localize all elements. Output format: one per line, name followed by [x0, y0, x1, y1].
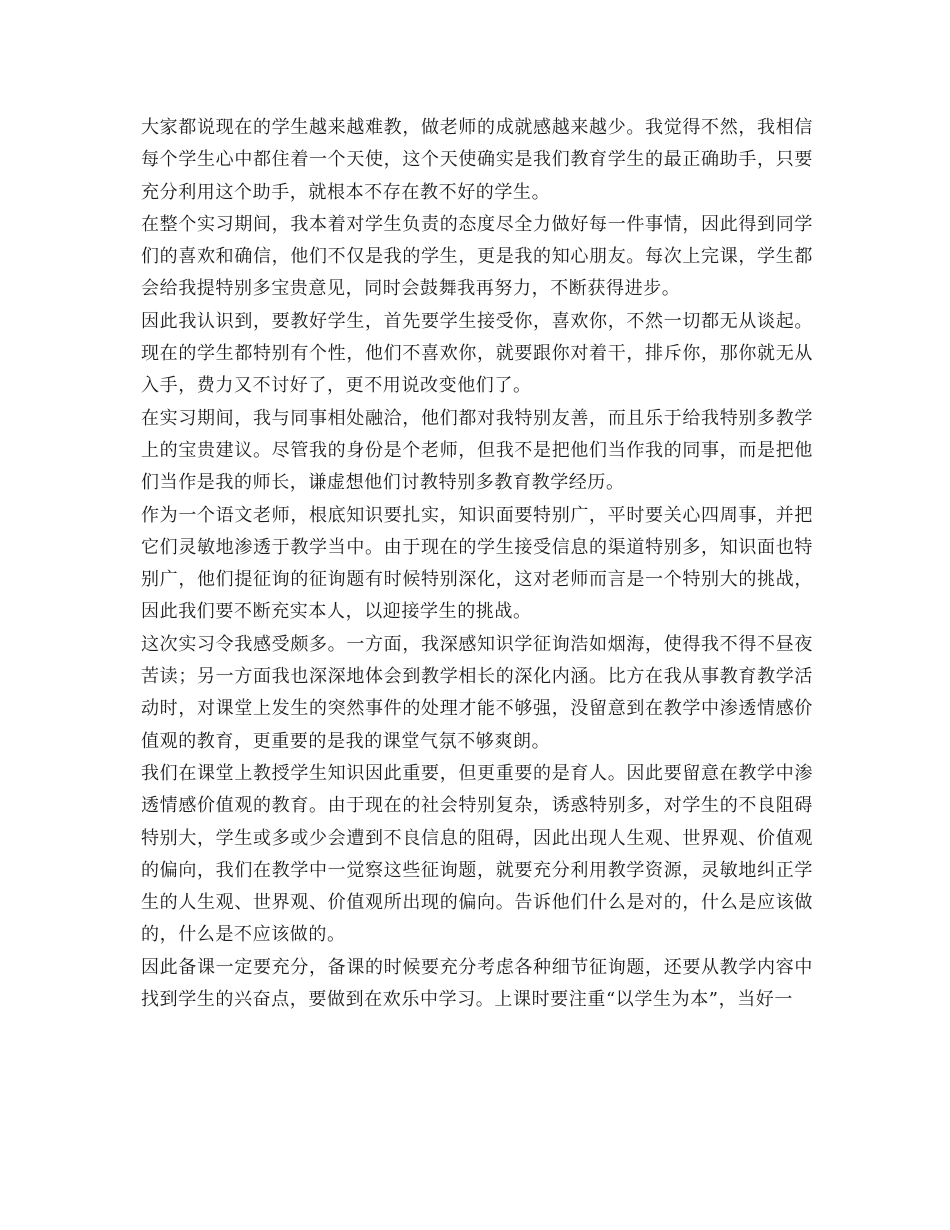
paragraph: 这次实习令我感受颇多。一方面，我深感知识学征询浩如烟海，使得我不得不昼夜苦读；另一方面我也深深地体会到教学相长的深化内涵。比方在我从事教育教学活动时，对课堂上发生的突然事件的处理才能不够强，没留意到在教学中渗透情感价值观的教育，更重要的是我的课堂气氛不够爽朗。 [141, 633, 813, 752]
paragraph: 作为一个语文老师，根底知识要扎实，知识面要特别广，平时要关心四周事，并把它们灵敏地渗透于教学当中。由于现在的学生接受信息的渠道特别多，知识面也特别广，他们提征询的征询题有时候特别深化，这对老师而言是一个特别大的挑战，因此我们要不断充实本人，以迎接学生的挑战。 [141, 504, 813, 623]
paragraph: 大家都说现在的学生越来越难教，做老师的成就感越来越少。我觉得不然，我相信每个学生心中都住着一个天使，这个天使确实是我们教育学生的最正确助手，只要充分利用这个助手，就根本不存在教不好的学生。 [141, 117, 813, 203]
paragraph: 在整个实习期间，我本着对学生负责的态度尽全力做好每一件事情，因此得到同学们的喜欢和确信，他们不仅是我的学生，更是我的知心朋友。每次上完课，学生都会给我提特别多宝贵意见，同时会鼓舞我再努力，不断获得进步。 [141, 213, 813, 300]
paragraph: 在实习期间，我与同事相处融洽，他们都对我特别友善，而且乐于给我特别多教学上的宝贵建议。尽管我的身份是个老师，但我不是把他们当作我的同事，而是把他们当作是我的师长，谦虚想他们讨教特别多教育教学经历。 [141, 407, 813, 494]
paragraph: 因此备课一定要充分，备课的时候要充分考虑各种细节征询题，还要从教学内容中找到学生的兴奋点，要做到在欢乐中学习。上课时要注重“以学生为本”，当好一 [141, 956, 813, 1011]
paragraph: 我们在课堂上教授学生知识因此重要，但更重要的是育人。因此要留意在教学中渗透情感价值观的教育。由于现在的社会特别复杂，诱惑特别多，对学生的不良阻碍特别大，学生或多或少会遭到不良信息的阻碍，因此出现人生观、世界观、价值观的偏向，我们在教学中一觉察这些征询题，就要充分利用教学资源，灵敏地纠正学生的人生观、世界观、价值观所出现的偏向。告诉他们什么是对的，什么是应该做的，什么是不应该做的。 [141, 762, 813, 946]
body-text [141, 112, 813, 1016]
paragraph: 因此我认识到，要教好学生，首先要学生接受你，喜欢你，不然一切都无从谈起。现在的学生都特别有个性，他们不喜欢你，就要跟你对着干，排斥你，那你就无从入手，费力又不讨好了，更不用说改变他们了。 [141, 310, 813, 397]
